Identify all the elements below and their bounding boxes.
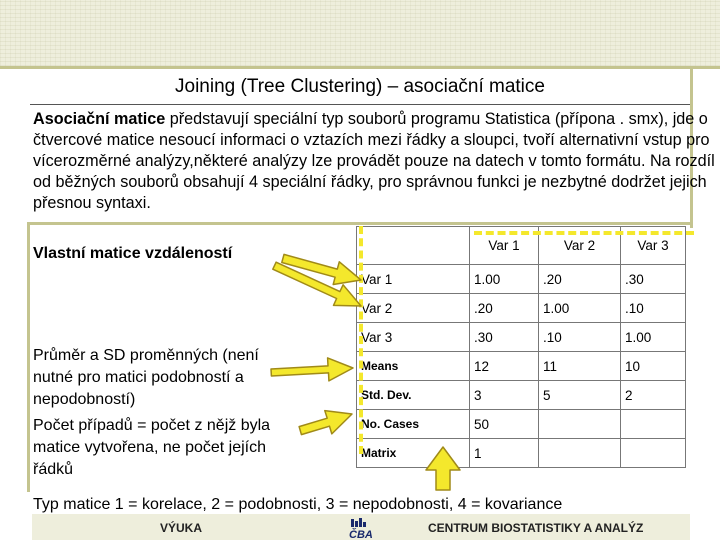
table-cell — [539, 439, 621, 468]
table-row — [357, 265, 686, 294]
table-cell: 10 — [621, 352, 686, 381]
row-label: Std. Dev. — [357, 381, 470, 410]
table-cell: 1.00 — [539, 294, 621, 323]
table-cell: 5 — [539, 381, 621, 410]
label-cases: Počet případů = počet z nějž byla matice vytvořena, ne počet jejích řádků — [33, 417, 271, 478]
table-cell: .30 — [621, 265, 686, 294]
slide-title: Joining (Tree Clustering) – asociační matice — [175, 76, 545, 97]
footer-left-label: VÝUKA — [160, 521, 203, 535]
header-pattern — [0, 0, 720, 66]
dashed-highlight-top — [474, 231, 694, 235]
table-row — [357, 439, 686, 468]
table-cell: 2 — [621, 381, 686, 410]
table-cell — [621, 410, 686, 439]
arrow-to-means-icon — [271, 358, 353, 381]
table-cell: .30 — [470, 323, 539, 352]
label-means-sd: Průměr a SD proměnných (není nutné pro matici podobností a nepodobností) — [33, 347, 259, 408]
dashed-highlight-left — [359, 226, 363, 454]
table-row — [357, 294, 686, 323]
table-cell: 12 — [470, 352, 539, 381]
cba-logo-icon — [347, 518, 379, 540]
table-row — [357, 410, 686, 439]
intro-term: Asociační matice — [33, 110, 166, 128]
table-cell: .10 — [621, 294, 686, 323]
footer-right-label: CENTRUM BIOSTATISTIKY A ANALÝZ — [428, 521, 644, 535]
table-row — [357, 323, 686, 352]
row-label: Var 1 — [357, 265, 470, 294]
matrix-type-legend: Typ matice 1 = korelace, 2 = podobnosti, 3 = nepodobnosti, 4 = kovariance — [33, 496, 563, 513]
association-matrix-table — [356, 226, 686, 468]
table-cell: 1.00 — [621, 323, 686, 352]
header-rule — [0, 66, 720, 69]
table-header-cell: Var 1 — [470, 227, 539, 265]
title-underline — [30, 104, 690, 105]
table-header-cell: Var 3 — [621, 227, 686, 265]
table-header-cell: Var 2 — [539, 227, 621, 265]
arrow-to-var2-icon — [273, 262, 361, 306]
intro-text: představují speciální typ souborů programu Statistica (přípona . smx), jde o čtvercové matice nesoucí informaci o vztazích mezi řádky a sloupci, tvoří alternativní vstup pro vícerozměrné analýzy,některé analýzy lze provádět pouze na datech v tomto formátu. Na rozdíl od běžných souborů obsahují 4 speciální řádky, pro správnou funkci je nezbytné dodržet jejich přesnou syntaxi. — [33, 110, 715, 212]
table-row — [357, 352, 686, 381]
arrow-to-cases-icon — [299, 411, 352, 435]
decor-rule-horizontal — [27, 222, 693, 225]
header-band — [0, 0, 720, 66]
row-label: Matrix — [357, 439, 470, 468]
table-cell: 3 — [470, 381, 539, 410]
decor-rule-left — [27, 222, 30, 492]
table-cell: .20 — [539, 265, 621, 294]
table-cell: 50 — [470, 410, 539, 439]
cba-logo-graphic — [347, 518, 379, 540]
table-cell: 1.00 — [470, 265, 539, 294]
table-cell: 1 — [470, 439, 539, 468]
table-cell: .10 — [539, 323, 621, 352]
logo-text: ČBA — [349, 529, 373, 540]
arrow-to-var1-icon — [282, 254, 361, 284]
label-distance-matrix: Vlastní matice vzdáleností — [33, 245, 233, 262]
row-label: Var 3 — [357, 323, 470, 352]
intro-paragraph — [33, 109, 717, 214]
table-cell: 11 — [539, 352, 621, 381]
table-cell: .20 — [470, 294, 539, 323]
row-label: Var 2 — [357, 294, 470, 323]
table-header-cell — [357, 227, 470, 265]
table-cell — [621, 439, 686, 468]
row-label: Means — [357, 352, 470, 381]
table-row — [357, 381, 686, 410]
table-cell — [539, 410, 621, 439]
row-label: No. Cases — [357, 410, 470, 439]
